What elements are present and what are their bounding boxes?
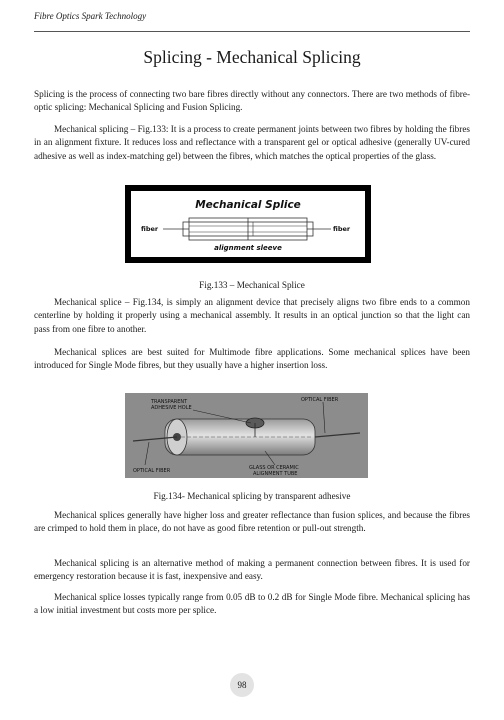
figure-133-mechanical-splice [125,185,371,263]
mechanical-splice-diagram [131,191,365,257]
header-text: Fibre Optics Spark Technology [34,11,147,21]
label-alignment-sleeve: alignment sleeve [214,244,282,252]
paragraph-alternative-method: Mechanical splicing is an alternative method of making a permanent connection between fibres. It is used for emergency restoration because it is fast, inexpensive and easy. [34,558,470,582]
paragraph-multimode: Mechanical splices are best suited for Multimode fibre applications. Some mechanical splices have been introduced for Single Mode fibres, but they usually have a higher insertion loss. [34,347,470,371]
adhesive-splice-diagram [125,393,368,478]
label-optical-fiber-top: OPTICAL FIBER [301,397,339,403]
figure-133-caption: Fig.133 – Mechanical Splice [199,280,305,290]
page-title: Splicing - Mechanical Splicing [143,47,361,67]
paragraph-mechanical-splice: Mechanical splice – Fig.134, is simply an alignment device that precisely aligns two fibre ends to a common centerline by holding it properly using a mechanical assembly. It results in an optical junction so that the light can pass from one fibre to another. [34,297,470,334]
running-header [34,11,470,33]
header-rule [34,31,470,32]
figure-134-caption: Fig.134- Mechanical splicing by transparent adhesive [153,491,351,501]
paragraph-mechanical-splicing: Mechanical splicing – Fig.133: It is a process to create permanent joints between two fibres by holding the fibres in an alignment fixture. It reduces loss and reflectance with a transparent gel or optical adhesive (generally UV-cured adhesive as well as index-matching gel) between the fibres, which matches the optical properties of the glass. [34,124,470,161]
label-tube-line2: ALIGNMENT TUBE [253,471,298,477]
figure-133-title: Mechanical Splice [195,199,301,211]
label-optical-fiber-bottom: OPTICAL FIBER [133,468,171,474]
label-adhesive-line2: ADHESIVE HOLE [151,405,192,411]
label-tube-line1: GLASS OR CERAMIC [249,465,299,471]
paragraph-higher-loss: Mechanical splices generally have higher loss and greater reflectance than fusion splices, and because the fibres are crimped to hold them in place, do not have as good fibre retention or pull-out strength. [34,510,470,534]
label-fiber-left: fiber [141,225,159,233]
paragraph-intro: Splicing is the process of connecting two bare fibres directly without any connectors. There are two methods of fibre-optic splicing: Mechanical Splicing and Fusion Splicing. [34,89,470,113]
paragraph-splice-losses: Mechanical splice losses typically range from 0.05 dB to 0.2 dB for Single Mode fibre. Mechanical splicing has a low initial investment but costs more per splice. [34,592,470,616]
page-number: 98 [230,673,254,697]
label-adhesive-line1: TRANSPARENT [151,399,188,405]
figure-134-transparent-adhesive [125,393,368,478]
label-fiber-right: fiber [333,225,351,233]
